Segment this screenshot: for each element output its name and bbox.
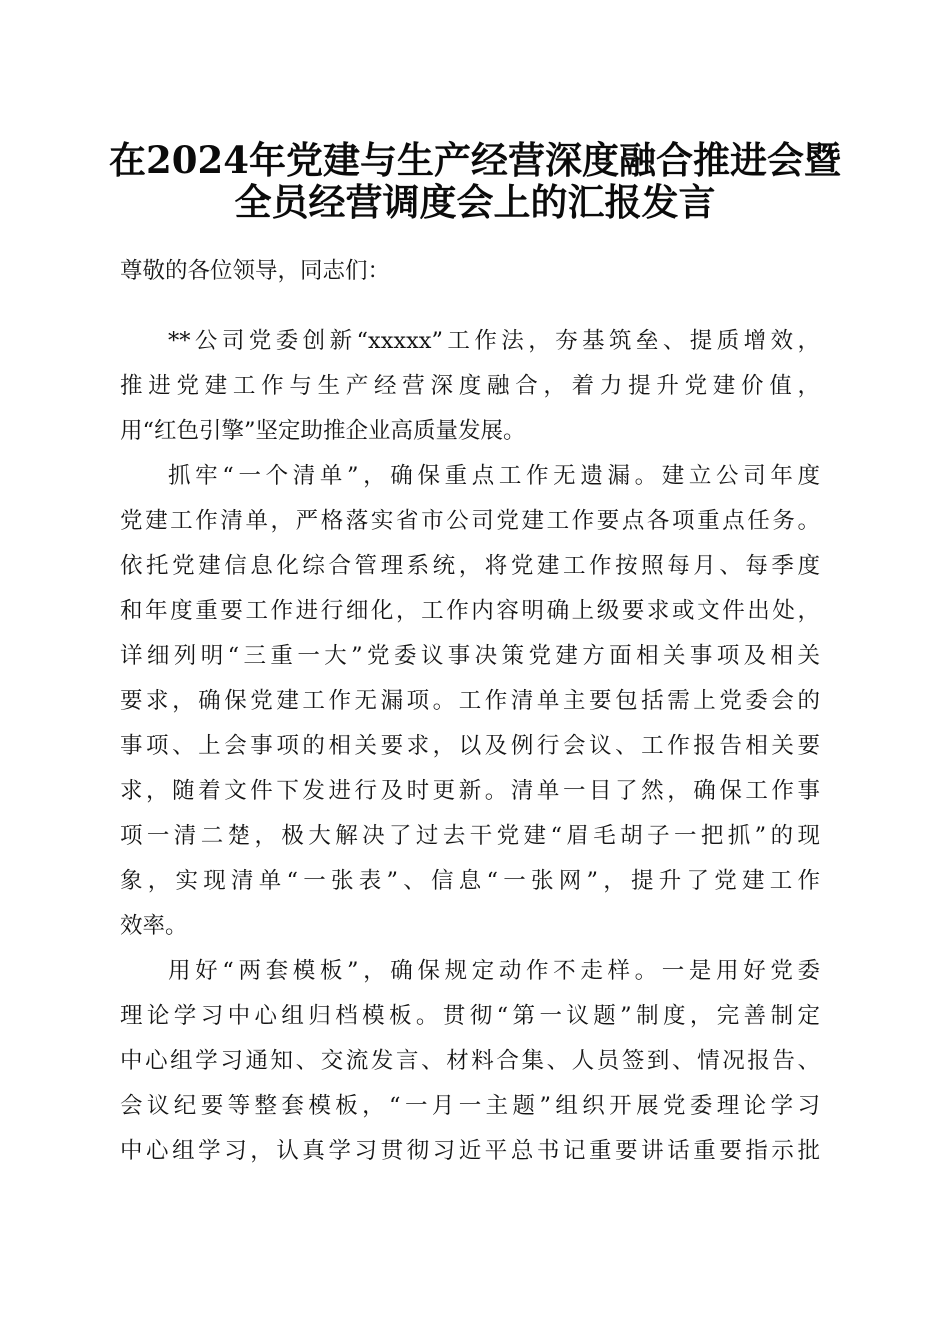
paragraph-1-line-3: 用“红色引擎”坚定助推企业高质量发展。 [120, 418, 526, 444]
paragraph-3-line-4: 会议纪要等整套模板，“一月一主题”组织开展党委理论学习 [120, 1093, 820, 1119]
paragraph-2-line-4: 和年度重要工作进行细化，工作内容明确上级要求或文件出处， [120, 598, 820, 624]
paragraph-2-line-11: 效率。 [120, 913, 188, 939]
document-title-line-2: 全员经营调度会上的汇报发言 [234, 180, 716, 224]
paragraph-2-line-1: 抓牢“一个清单”，确保重点工作无遗漏。建立公司年度 [168, 463, 820, 489]
paragraph-3-line-2: 理论学习中心组归档模板。贯彻“第一议题”制度，完善制定 [120, 1003, 820, 1029]
paragraph-2-line-7: 事项、上会事项的相关要求，以及例行会议、工作报告相关要 [120, 733, 820, 759]
paragraph-3-line-3: 中心组学习通知、交流发言、材料合集、人员签到、情况报告、 [120, 1048, 820, 1074]
paragraph-2-line-2: 党建工作清单，严格落实省市公司党建工作要点各项重点任务。 [120, 508, 820, 534]
paragraph-2-line-9: 项一清二楚，极大解决了过去干党建“眉毛胡子一把抓”的现 [120, 823, 820, 849]
paragraph-2-line-5: 详细列明“三重一大”党委议事决策党建方面相关事项及相关 [120, 643, 820, 669]
paragraph-3-line-5: 中心组学习，认真学习贯彻习近平总书记重要讲话重要指示批 [120, 1138, 820, 1164]
paragraph-1-line-1: **公司党委创新“xxxxx”工作法，夯基筑垒、提质增效， [168, 328, 820, 354]
paragraph-2-line-6: 要求，确保党建工作无漏项。工作清单主要包括需上党委会的 [120, 688, 820, 714]
salutation: 尊敬的各位领导，同志们： [120, 258, 391, 284]
paragraph-2-line-10: 象，实现清单“一张表”、信息“一张网”，提升了党建工作 [120, 868, 820, 894]
paragraph-2-line-3: 依托党建信息化综合管理系统，将党建工作按照每月、每季度 [120, 553, 820, 579]
paragraph-3-line-1: 用好“两套模板”，确保规定动作不走样。一是用好党委 [168, 958, 820, 984]
paragraph-1-line-2: 推进党建工作与生产经营深度融合，着力提升党建价值， [120, 373, 820, 399]
paragraph-2-line-8: 求，随着文件下发进行及时更新。清单一目了然，确保工作事 [120, 778, 820, 804]
document-title-line-1: 在2024年党建与生产经营深度融合推进会暨 [109, 138, 841, 182]
